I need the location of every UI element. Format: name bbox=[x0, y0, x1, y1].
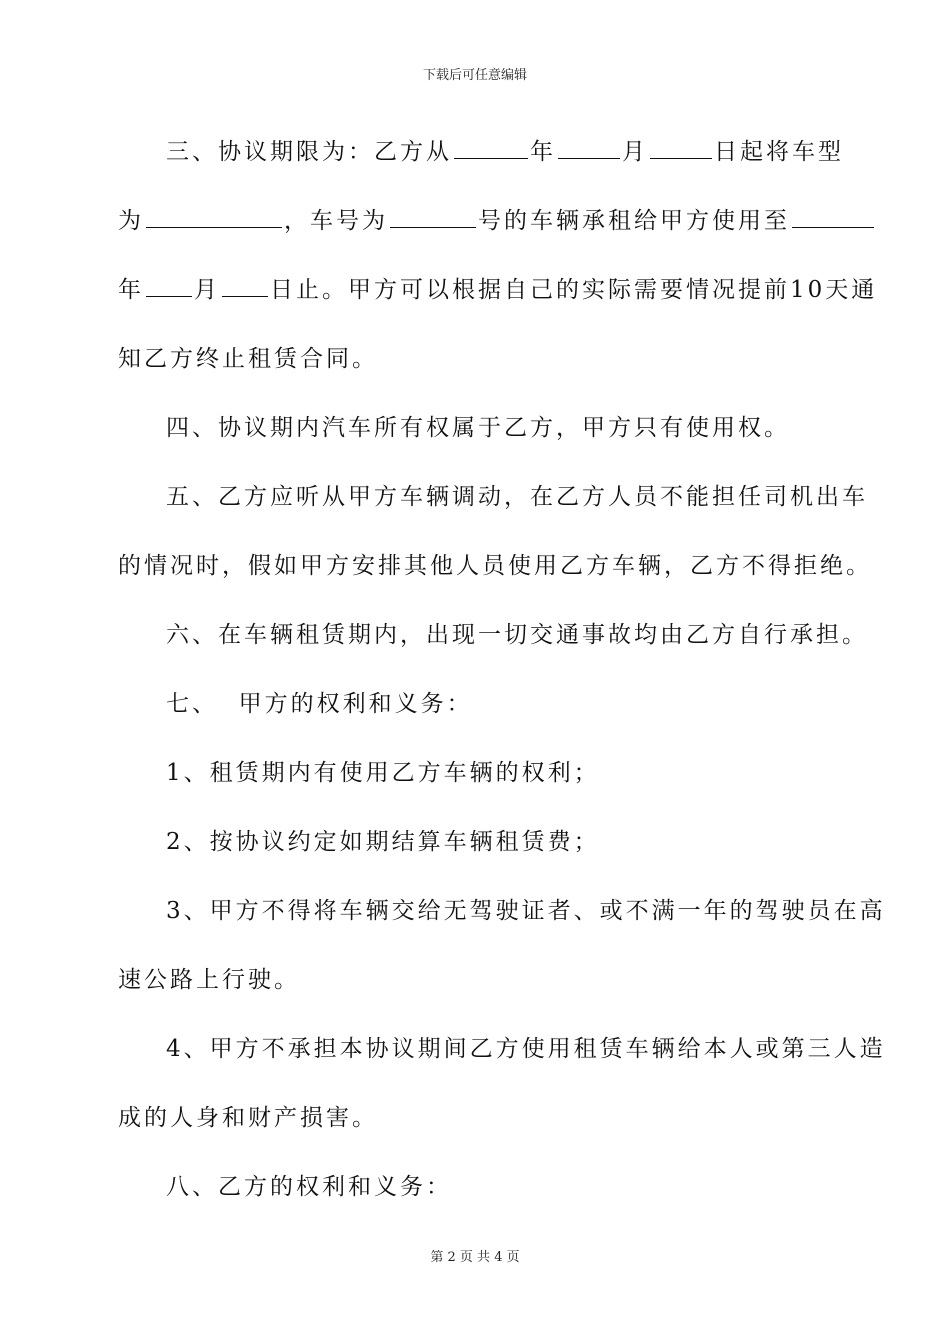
text-segment: ，车号为 bbox=[284, 208, 388, 234]
clause-7-item-4-line-2: 成的人身和财产损害。 bbox=[118, 1105, 378, 1131]
clause-7-item-2: 2、按协议约定如期结算车辆租赁费； bbox=[166, 829, 600, 855]
text-segment: 月 bbox=[194, 277, 220, 303]
clause-7-item-3-line-1: 3、甲方不得将车辆交给无驾驶证者、或不满一年的驾驶员在高 bbox=[166, 898, 886, 924]
blank-day bbox=[650, 136, 712, 159]
text-segment: 三、协议期限为：乙方从 bbox=[166, 139, 452, 165]
text-segment: 为 bbox=[118, 208, 144, 234]
text-segment: 月 bbox=[622, 139, 648, 165]
blank-year bbox=[454, 136, 528, 159]
clause-7-heading: 七、 甲方的权利和义务： bbox=[166, 691, 473, 717]
clause-5-line-2: 的情况时，假如甲方安排其他人员使用乙方车辆，乙方不得拒绝。 bbox=[118, 553, 872, 579]
text-segment: 日起将车型 bbox=[714, 139, 844, 165]
clause-3-line-2 bbox=[118, 201, 868, 270]
blank-plate-number bbox=[390, 205, 476, 228]
text-segment: 号的车辆承租给甲方使用至 bbox=[478, 208, 790, 234]
clause-4: 四、协议期内汽车所有权属于乙方，甲方只有使用权。 bbox=[166, 415, 790, 441]
blank-car-model bbox=[146, 205, 282, 228]
clause-5-line-1: 五、乙方应听从甲方车辆调动，在乙方人员不能担任司机出车 bbox=[166, 484, 868, 510]
clause-6: 六、在车辆租赁期内，出现一切交通事故均由乙方自行承担。 bbox=[166, 622, 868, 648]
clause-7-item-3-line-2: 速公路上行驶。 bbox=[118, 967, 300, 993]
clause-3-line-4: 知乙方终止租赁合同。 bbox=[118, 346, 378, 372]
clause-7-item-4-line-1: 4、甲方不承担本协议期间乙方使用租赁车辆给本人或第三人造 bbox=[166, 1036, 886, 1062]
clause-3-line-1 bbox=[118, 132, 868, 201]
blank-end-day bbox=[222, 274, 268, 297]
page-footer: 第 2 页 共 4 页 bbox=[430, 1250, 520, 1265]
blank-end-month bbox=[146, 274, 192, 297]
clause-8-heading: 八、乙方的权利和义务： bbox=[166, 1174, 452, 1200]
text-segment: 日止。甲方可以根据自己的实际需要情况提前10天通 bbox=[270, 277, 878, 303]
blank-end-year bbox=[792, 205, 874, 228]
clause-3-line-3 bbox=[118, 270, 878, 339]
blank-month bbox=[558, 136, 620, 159]
document-body bbox=[118, 132, 886, 1236]
text-segment: 年 bbox=[530, 139, 556, 165]
text-segment: 年 bbox=[118, 277, 144, 303]
page-header: 下载后可任意编辑 bbox=[422, 68, 527, 83]
clause-7-item-1: 1、租赁期内有使用乙方车辆的权利； bbox=[166, 760, 600, 786]
